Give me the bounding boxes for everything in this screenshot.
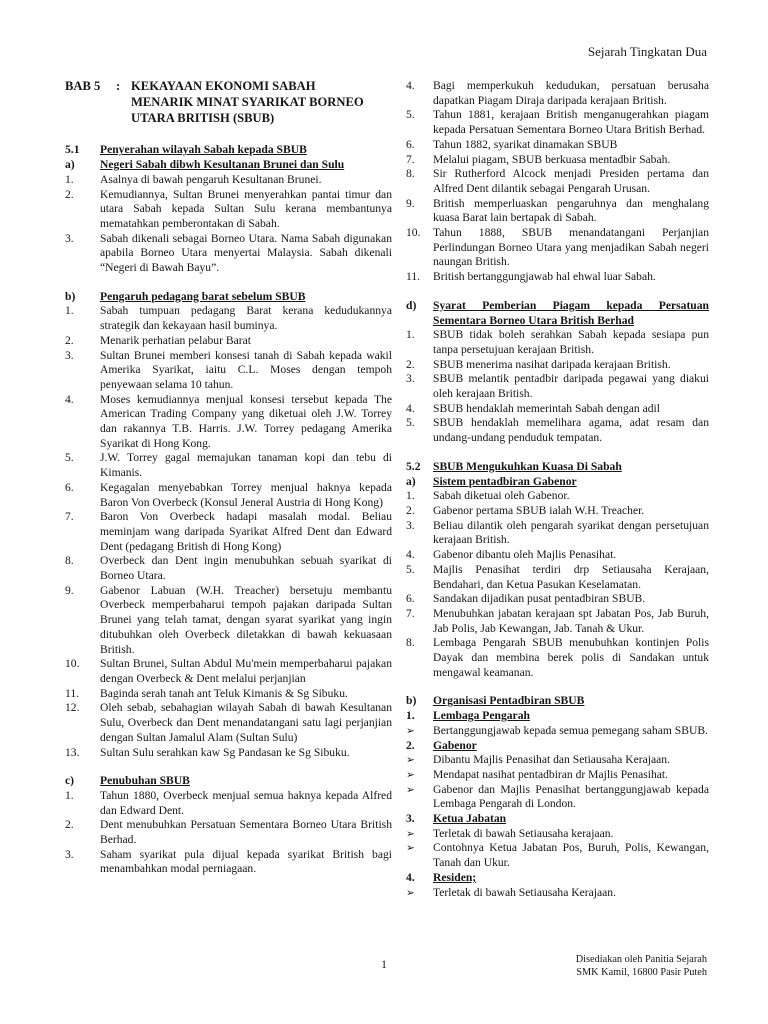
item-text: Sultan Brunei, Sultan Abdul Mu'mein memperbaharui pajakan dengan Overbeck & Dent melalui perjanjian [100,657,392,685]
list-item [65,173,392,188]
item-text: Baron Von Overbeck hadapi masalah modal. Beliau meminjam wang daripada Syarikat Alfred Dent dan Edward Dent (pedagang British di Hong Kong) [100,510,392,553]
item-text: Dent menubuhkan Persatuan Sementara Borneo Utara British Berhad. [100,818,392,847]
item-text: Bertanggungjawab kepada semua pemegang saham SBUB. [433,723,708,737]
heading-text: SBUB Mengukuhkan Kuasa Di Sabah [433,459,622,473]
list-item [65,584,392,658]
arrow-bullet-icon: ➢ [406,769,415,781]
heading-label: 5.2 [406,459,421,473]
column-left [65,79,392,900]
item-number: 6. [65,480,74,494]
item-number: 9. [65,583,74,597]
item-number: 6. [406,592,415,606]
heading-text: Negeri Sabah dibwh Kesultanan Brunei dan Sulu [100,158,345,172]
list-item [406,548,709,563]
list-item [65,481,392,510]
item-text: J.W. Torrey gagal memajukan tanaman kopi dan tebu di Kimanis. [100,451,392,480]
item-number: 3. [406,518,415,532]
heading-text: Organisasi Pentadbiran SBUB [433,694,585,708]
item-text: Gabenor dibantu oleh Majlis Penasihat. [433,548,617,562]
item-text: Kegagalan menyebabkan Torrey menjual haknya kepada Baron Von Overbeck (Konsul Jeneral Austria di Hong Kong) [100,480,392,509]
item-number: 4. [406,870,415,884]
item-number: 2. [406,357,415,371]
item-text: SBUB hendaklah memerintah Sabah dengan adil [433,401,660,415]
heading-text: Penubuhan SBUB [100,774,190,788]
item-text: Tahun 1880, Overbeck menjual semua haknya kepada Alfred dan Edward Dent. [100,788,392,817]
list-item [406,372,709,401]
heading-label: d) [406,298,417,312]
list-item [406,226,709,270]
item-number: 13. [65,745,80,759]
list-item [406,607,709,636]
item-number: 4. [65,392,74,406]
arrow-list-item [406,886,709,901]
arrow-list-item [406,827,709,842]
chapter-line: KEKAYAAN EKONOMI SABAH [131,79,316,93]
item-number: 2. [65,818,74,832]
list-item [65,510,392,554]
item-text: Mendapat nasihat pentadbiran dr Majlis Penasihat. [433,767,669,781]
item-text: Tahun 1888, SBUB menandatangani Perjanjian Perlindungan Borneo Utara yang menjadikan Sabah negeri naungan British. [433,226,709,269]
section-spacer [406,680,709,694]
item-text: Sabah diketuai oleh Gabenor. [433,489,570,503]
item-number: 9. [406,196,415,210]
item-text: Overbeck dan Dent ingin menubuhkan sebuah syarikat di Borneo Utara. [100,554,392,583]
list-item [65,188,392,232]
item-text: Gabenor pertama SBUB ialah W.H. Treacher. [433,503,645,517]
item-text: British memperluaskan pengaruhnya dan menghalang kuasa Barat lain bertapak di Sabah. [433,196,709,225]
list-item [406,402,709,417]
item-text: SBUB menerima nasihat daripada kerajaan British. [433,357,671,371]
item-number: 1. [65,172,74,186]
item-text: Gabenor [433,738,477,752]
arrow-bullet-icon: ➢ [406,755,415,767]
item-number: 1. [65,304,74,318]
item-number: 1. [406,489,415,503]
item-number: 1. [406,328,415,342]
item-text: Gabenor Labuan (W.H. Treacher) bersetuju membantu Overbeck memperbaharui tempoh pajakan daripada Sultan Brunei yang telah tamat, dengan syarat syarikat yang ingin ditubuhkan oleh Overbeck diletakkan di bawah kekuasaan British. [100,583,392,656]
arrow-bullet-icon: ➢ [406,843,415,855]
item-number: 3. [65,847,74,861]
item-text: Gabenor dan Majlis Penasihat bertanggungjawab kepada Lembaga Pengarah di London. [433,782,709,811]
arrow-list-item [406,841,709,870]
page-number: 1 [381,959,387,971]
page-content [65,79,709,900]
list-item [406,489,709,504]
footer-credit-line1: Disediakan oleh Panitia Sejarah [575,954,707,965]
item-text: Moses kemudiannya menjual konsesi tersebut kepada The American Trading Company yang diketuai oleh J.W. Torrey dan rakannya T.B. Harris. J.W. Torrey pedagang Amerika Syarikat di Hong Kong. [100,392,392,450]
item-text: Terletak di bawah Setiausaha kerajaan. [433,826,614,840]
item-number: 4. [406,401,415,415]
list-item [406,519,709,548]
list-item [406,328,709,357]
item-text: Bagi memperkukuh kedudukan, persatuan berusaha dapatkan Piagam Diraja daripada kerajaan British. [433,79,709,107]
item-number: 11. [406,270,421,284]
item-number: 1. [406,709,415,723]
list-item [406,197,709,226]
item-text: Lembaga Pengarah [433,709,530,723]
chapter-colon: : [116,79,121,93]
heading-text: Sistem pentadbiran Gabenor [433,474,577,488]
section-heading [65,290,392,305]
item-text: Ketua Jabatan [433,812,507,826]
item-text: Lembaga Pengarah SBUB menubuhkan kontinjen Polis Dayak dan membina berek polis di Sandakan untuk mengawal keamanan. [433,636,709,679]
heading-label: c) [65,774,75,788]
list-item [406,709,709,724]
list-item [65,334,392,349]
chapter-line: UTARA BRITISH (SBUB) [131,110,275,125]
section-heading [65,158,392,173]
section-spacer [65,276,392,290]
list-item [406,871,709,886]
section-spacer [406,446,709,460]
list-item [406,636,709,680]
list-item [65,789,392,818]
item-text: SBUB hendaklah memelihara agama, adat resam dan undang-undang penduduk tempatan. [433,416,709,445]
item-text: Sir Rutherford Alcock menjadi Presiden pertama dan Alfred Dent dilantik sebagai Pengarah Urusan. [433,167,709,195]
section-spacer [406,285,709,299]
arrow-list-item [406,724,709,739]
item-number: 4. [406,548,415,562]
running-header: Sejarah Tingkatan Dua [587,44,707,59]
list-item [65,746,392,761]
item-text: Sabah tumpuan pedagang Barat kerana kedudukannya strategik dan kekayaan hasil buminya. [100,304,392,333]
item-text: Beliau dilantik oleh pengarah syarikat dengan persetujuan kerajaan British. [433,518,709,547]
chapter-line: MENARIK MINAT SYARIKAT BORNEO [131,94,364,109]
item-text: Oleh sebab, sebahagian wilayah Sabah di bawah Kesultanan Sulu, Overbeck dan Dent menandatangani satu lagi perjanjian dengan Sultan Jamalul Alam (Sultan Sulu) [100,701,392,744]
heading-text: Syarat Pemberian Piagam kepada Persatuan Sementara Borneo Utara British Berhad [433,298,709,327]
item-text: SBUB tidak boleh serahkan Sabah kepada sesiapa pun tanpa persetujuan kerajaan British. [433,328,709,356]
item-text: Tahun 1881, kerajaan British menganugerahkan piagam kepada Persatuan Sementara Borneo Utara British Berhad. [433,108,709,137]
item-number: 10. [406,226,421,240]
item-text: Melalui piagam, SBUB berkuasa mentadbir Sabah. [433,152,671,166]
list-item [65,848,392,877]
heading-label: a) [406,474,416,488]
list-item [65,687,392,702]
list-item [65,554,392,583]
arrow-list-item [406,783,709,812]
item-number: 8. [65,554,74,568]
item-number: 5. [406,562,415,576]
chapter-title [65,79,392,126]
item-number: 6. [406,137,415,151]
item-text: Sultan Brunei memberi konsesi tanah di Sabah kepada wakil Amerika Syarikat, iaitu C.L. Moses dengan tempoh penyewaan selama 10 tahun. [100,348,392,391]
item-text: Sabah dikenali sebagai Borneo Utara. Nama Sabah digunakan apabila Borneo Utara menyertai Malaysia. Sabah dikenali “Negeri di Bawah Bayu”. [100,231,392,275]
list-item [65,349,392,393]
chapter-lines [131,79,392,126]
list-item [406,108,709,137]
list-item [406,563,709,592]
list-item [406,812,709,827]
arrow-bullet-icon: ➢ [406,784,415,796]
item-number: 1. [65,788,74,802]
footer-credit [576,953,707,979]
item-number: 3. [65,348,74,362]
heading-label: a) [65,158,75,172]
item-text: British bertanggungjawab hal ehwal luar Sabah. [433,270,656,284]
section-heading [65,143,392,158]
section-spacer [65,760,392,774]
section-heading [406,694,709,709]
list-item [406,167,709,196]
column-right [406,79,709,900]
item-text: Terletak di bawah Setiausaha Kerajaan. [433,885,616,899]
item-number: 2. [65,187,74,201]
heading-text: Pengaruh pedagang barat sebelum SBUB [100,289,306,303]
list-item [65,701,392,745]
item-number: 4. [406,79,415,92]
item-number: 3. [65,231,74,245]
item-number: 8. [406,167,415,181]
item-number: 7. [406,152,415,166]
item-number: 5. [406,108,415,122]
list-item [406,358,709,373]
arrow-bullet-icon: ➢ [406,828,415,840]
item-text: Baginda serah tanah ant Teluk Kimanis & Sg Sibuku. [100,686,348,700]
list-item [406,592,709,607]
item-text: Saham syarikat pula dijual kepada syarikat British bagi menambahkan modal perniagaan. [100,847,392,876]
item-text: Majlis Penasihat terdiri drp Setiausaha Kerajaan, Bendahari, dan Ketua Pasukan Keselamatan. [433,562,709,591]
item-text: SBUB melantik pentadbir daripada pegawai yang diakui oleh kerajaan British. [433,372,709,401]
item-number: 10. [65,657,80,671]
list-item [406,739,709,754]
item-number: 2. [65,333,74,347]
heading-text: Penyerahan wilayah Sabah kepada SBUB [100,143,307,157]
item-text: Menubuhkan jabatan kerajaan spt Jabatan Pos, Jab Buruh, Jab Polis, Jab Kewangan, Jab. Tanah & Ukur. [433,606,709,635]
arrow-list-item [406,768,709,783]
list-item [406,153,709,168]
list-item [65,451,392,480]
section-heading [406,475,709,490]
item-text: Residen; [433,870,477,884]
item-text: Dibantu Majlis Penasihat dan Setiausaha Kerajaan. [433,753,670,767]
list-item [406,416,709,445]
list-item [65,304,392,333]
item-text: Asalnya di bawah pengaruh Kesultanan Brunei. [100,172,322,186]
item-number: 7. [65,510,74,524]
item-number: 2. [406,738,415,752]
item-number: 3. [406,372,415,386]
item-number: 12. [65,701,80,715]
item-number: 5. [406,416,415,430]
item-text: Contohnya Ketua Jabatan Pos, Buruh, Polis, Kewangan, Tanah dan Ukur. [433,841,709,870]
section-heading [406,460,709,475]
list-item [65,232,392,276]
heading-label: 5.1 [65,143,80,157]
list-item [65,393,392,452]
item-number: 3. [406,812,415,826]
arrow-list-item [406,753,709,768]
item-text: Sandakan dijadikan pusat pentadbiran SBUB. [433,592,646,606]
item-number: 7. [406,606,415,620]
arrow-bullet-icon: ➢ [406,725,415,737]
list-item [65,818,392,847]
arrow-bullet-icon: ➢ [406,887,415,899]
list-item [406,270,709,285]
item-text: Menarik perhatian pelabur Barat [100,333,251,347]
section-heading [65,774,392,789]
list-item [406,504,709,519]
item-text: Tahun 1882, syarikat dinamakan SBUB [433,137,618,151]
chapter-label: BAB 5 [65,79,101,93]
footer-credit-line2: SMK Kamil, 16800 Pasir Puteh [576,967,707,978]
heading-label: b) [406,694,417,708]
item-number: 5. [65,451,74,465]
list-item [406,138,709,153]
section-heading [406,299,709,328]
heading-label: b) [65,289,76,303]
item-number: 11. [65,686,80,700]
item-text: Kemudiannya, Sultan Brunei menyerahkan pantai timur dan utara Sabah kepada Sultan Sulu kerana membantunya mematahkan pemberontakan di Sabah. [100,187,392,230]
list-item [406,79,709,108]
item-number: 2. [406,503,415,517]
item-text: Sultan Sulu serahkan kaw Sg Pandasan ke Sg Sibuku. [100,745,350,759]
item-number: 8. [406,636,415,650]
list-item [65,657,392,686]
